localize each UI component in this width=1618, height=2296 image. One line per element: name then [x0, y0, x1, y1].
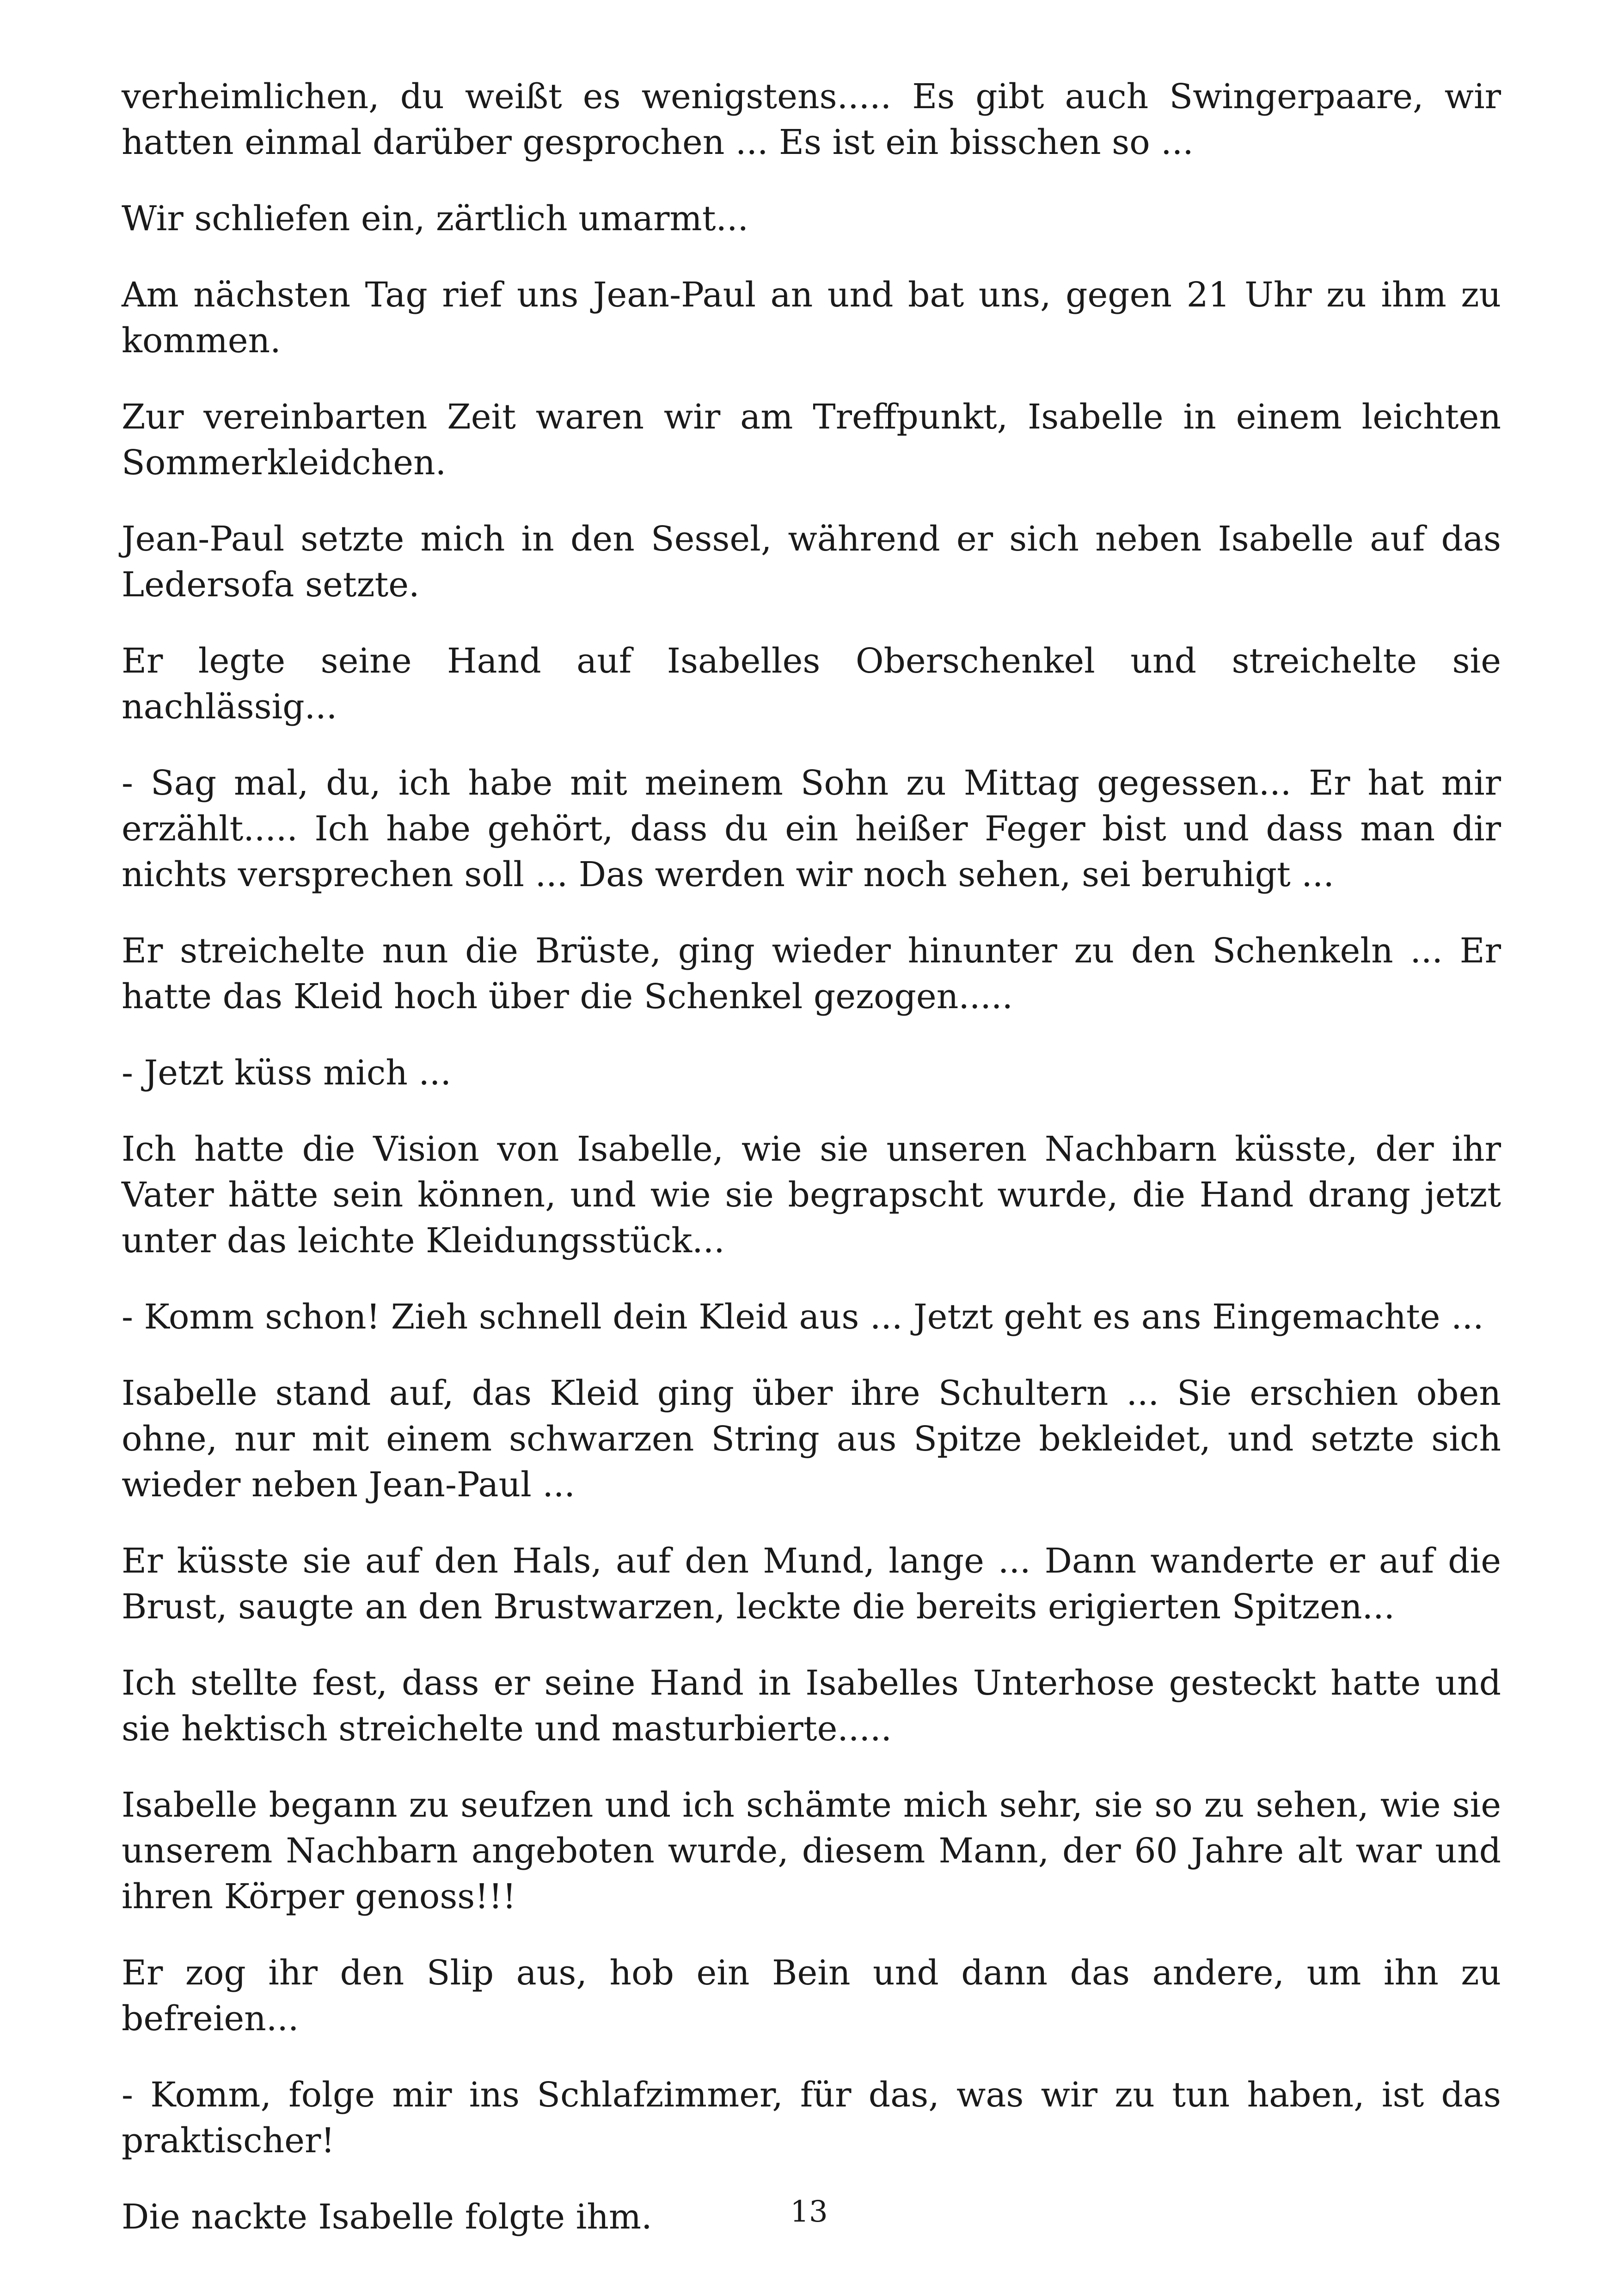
paragraph: Er küsste sie auf den Hals, auf den Mund, lange ... Dann wanderte er auf die Brust, saugte an den Brustwarzen, leckte die bereits erigierten Spitzen... [122, 1541, 1501, 1627]
paragraph: Zur vereinbarten Zeit waren wir am Treffpunkt, Isabelle in einem leichten Sommerkleidchen. [122, 397, 1501, 483]
paragraph: - Jetzt küss mich ... [122, 1053, 451, 1093]
paragraph: Ich hatte die Vision von Isabelle, wie sie unseren Nachbarn küsste, der ihr Vater hätte sein können, und wie sie begrapscht wurde, die Hand drang jetzt unter das leichte Kleidungsstück... [122, 1129, 1501, 1261]
paragraph: Isabelle stand auf, das Kleid ging über ihre Schultern ... Sie erschien oben ohne, nur mit einem schwarzen String aus Spitze bekleidet, und setzte sich wieder neben Jean-Paul ... [122, 1373, 1501, 1505]
paragraph: Ich stellte fest, dass er seine Hand in Isabelles Unterhose gesteckt hatte und sie hektisch streichelte und masturbierte..... [122, 1663, 1501, 1749]
paragraph: Wir schliefen ein, zärtlich umarmt... [122, 199, 749, 239]
paragraph: Er streichelte nun die Brüste, ging wieder hinunter zu den Schenkeln ... Er hatte das Kleid hoch über die Schenkel gezogen..... [122, 931, 1501, 1016]
body-text [122, 74, 1501, 2271]
paragraph: Am nächsten Tag rief uns Jean-Paul an und bat uns, gegen 21 Uhr zu ihm zu kommen. [122, 275, 1501, 361]
paragraph: - Komm, folge mir ins Schlafzimmer, für das, was wir zu tun haben, ist das praktischer! [122, 2075, 1501, 2161]
paragraph: verheimlichen, du weißt es wenigstens..... Es gibt auch Swingerpaare, wir hatten einmal darüber gesprochen ... Es ist ein bisschen so ... [122, 77, 1501, 162]
paragraph: - Komm schon! Zieh schnell dein Kleid aus ... Jetzt geht es ans Eingemachte ... [122, 1297, 1484, 1337]
paragraph: Jean-Paul setzte mich in den Sessel, während er sich neben Isabelle auf das Ledersofa setzte. [122, 519, 1501, 605]
paragraph: - Sag mal, du, ich habe mit meinem Sohn zu Mittag gegessen... Er hat mir erzählt..... Ich habe gehört, dass du ein heißer Feger bist und dass man dir nichts versprechen soll ... Das werden wir noch sehen, sei beruhigt ... [122, 763, 1501, 894]
page-number: 13 [790, 2195, 828, 2229]
paragraph: Die nackte Isabelle folgte ihm. [122, 2197, 652, 2237]
paragraph: Er zog ihr den Slip aus, hob ein Bein und dann das andere, um ihn zu befreien... [122, 1953, 1501, 2039]
paragraph: Isabelle begann zu seufzen und ich schämte mich sehr, sie so zu sehen, wie sie unserem Nachbarn angeboten wurde, diesem Mann, der 60 Jahre alt war und ihren Körper genoss!!! [122, 1785, 1501, 1916]
paragraph: Er legte seine Hand auf Isabelles Oberschenkel und streichelte sie nachlässig... [122, 641, 1501, 727]
